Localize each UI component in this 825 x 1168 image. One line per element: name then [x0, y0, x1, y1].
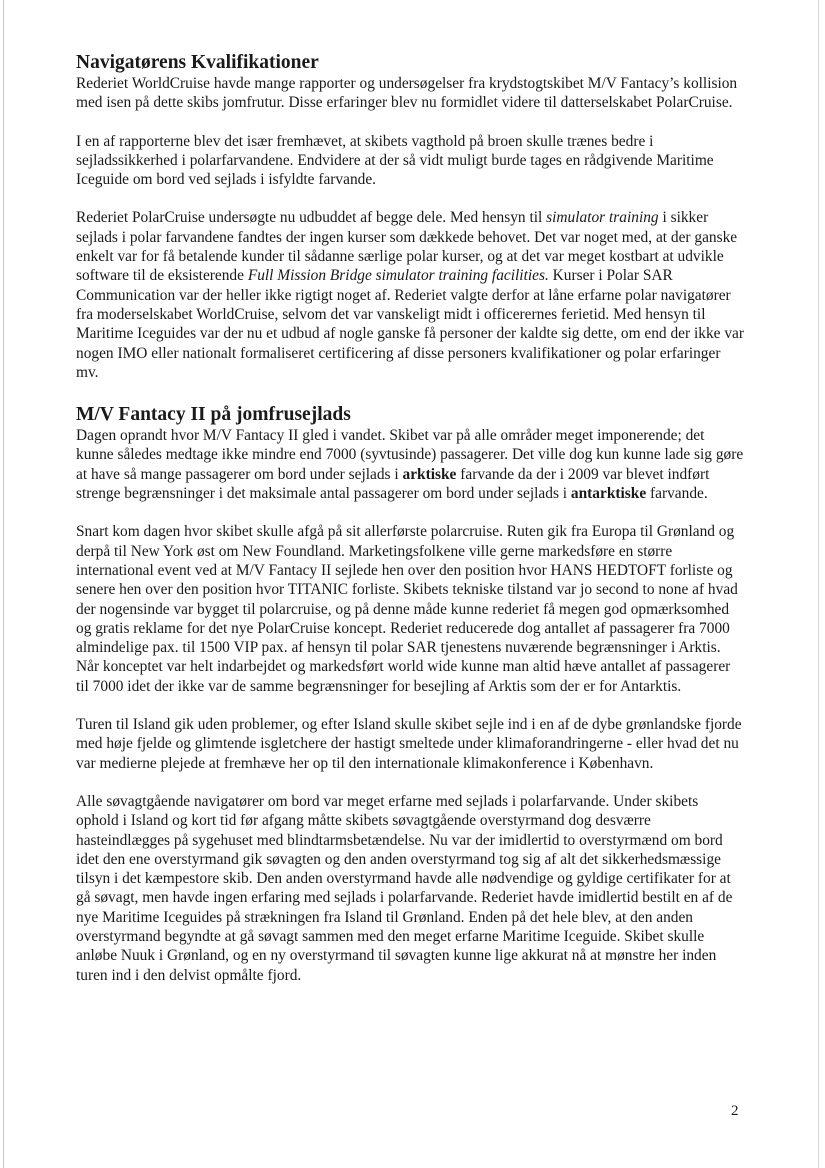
italic-text: simulator training	[546, 209, 659, 227]
text-run: Rederiet WorldCruise havde mange rapporter og undersøgelser fra krydstogtskibet M/V Fantacy’s kollision med isen på dette skibs jomfrutur. Disse erfaringer blev nu formidlet videre til datterselskabet PolarCruise.	[76, 75, 738, 112]
text-run: i sikker sejlads i polar farvandene fandtes der ingen kurser som dækkede behovet. Det var noget med, at der ganske enkelt var for få betalende kunder til sådanne særlige polar kurser, og at det var meget kostbart at udvikle software til de eksisterende	[76, 209, 738, 285]
text-run: I en af rapporterne blev det især fremhævet, at skibets vagthold på broen skulle trænes bedre i sejladssikkerhed i polarfarvandene. Endvidere at der så vidt muligt burde tages en rådgivende Maritime Iceguide om bord ved sejlads i isfyldte farvande.	[76, 132, 714, 189]
paragraph	[76, 522, 744, 696]
text-run: Alle søvagtgående navigatører om bord var meget erfarne med sejlads i polarfarvande. Under skibets ophold i Island og kort tid før afgang måtte skibets søvagtgående overstyrmand dog desværre hasteindlægges på sygehuset med blindtarmsbetændelse. Nu var der imidlertid to overstyrmænd om bord idet den ene overstyrmand gik søvagten og den anden overstyrmand tog sig af alt det sikkerhedsmæssige tilsyn i det kæmpestore skib. Den anden overstyrmand havde alle nødvendige og gyldige certifikater for at gå søvagt, men havde ingen erfaring med sejlads i polarfarvande. Rederiet havde imidlertid bestilt en af de nye Maritime Iceguides på strækningen fra Island til Grønland. Enden på det hele blev, at den anden overstyrmand begyndte at gå søvagt sammen med den meget erfarne Maritime Iceguide. Skibet skulle anløbe Nuuk i Grønland, og en ny overstyrmand til søvagten kunne lige akkurat nå at mønstre her inden turen ind i den delvist opmålte fjord.	[76, 792, 733, 984]
text-run: Kurser i Polar SAR Communication var der heller ikke rigtigt noget af. Rederiet valgte derfor at låne erfarne polar navigatører fra moderselskabet WorldCruise, selvom det var vanskeligt midt i officerernes ferietid. Med hensyn til Maritime Iceguides var der nu et udbud af nogle ganske få personer der kaldte sig dette, om end der ikke var nogen IMO eller nationalt formaliseret certificering af disse personers kvalifikationer og polar erfaringer mv.	[76, 267, 744, 381]
section-heading-maiden-voyage: M/V Fantacy II på jomfrusejlads	[76, 404, 351, 426]
scan-edge-right	[818, 0, 819, 1168]
page-number: 2	[731, 1103, 739, 1119]
paragraph	[76, 74, 744, 113]
bold-text: arktiske	[402, 465, 457, 483]
paragraph	[76, 792, 744, 985]
text-run: farvande.	[646, 485, 708, 503]
scan-edge-left	[3, 0, 4, 1168]
text-run: Snart kom dagen hvor skibet skulle afgå på sit allerførste polarcruise. Ruten gik fra Europa til Grønland og derpå til New York øst om New Foundland. Marketingsfolkene ville gerne markedsføre en større international event ved at M/V Fantacy II sejlede hen over den position hvor HANS HEDTOFT forliste og senere hen over den position hvor TITANIC forliste. Skibets tekniske tilstand var jo second to none af hvad der nogensinde var bygget til polarcruise, og på denne måde kunne rederiet få megen god opmærksomhed og gratis reklame for det nye PolarCruise koncept. Rederiet reducerede dog antallet af passagerer fra 7000 almindelige pax. til 1500 VIP pax. af hensyn til polar SAR tjenestens nuværende begrænsninger i Arktis. Når konceptet var helt indarbejdet og markedsført world wide kunne man altid hæve antallet af passagerer til 7000 idet der ikke var de samme begrænsninger for besejling af Arktis som der er for Antarktis.	[76, 523, 738, 695]
text-run: Dagen oprandt hvor M/V Fantacy II gled i vandet. Skibet var på alle områder meget imponerende; det kunne således medtage ikke mindre end 7000 (syvtusinde) passagerer. Det ville dog kun kunne lade sig gøre at have så mange passagerer om bord under sejlads i	[76, 427, 744, 483]
section-heading-qualifications: Navigatørens Kvalifikationer	[76, 52, 319, 73]
paragraph	[76, 208, 744, 382]
document-body	[76, 52, 744, 1004]
bold-text: antarktiske	[570, 485, 647, 503]
text-run: Turen til Island gik uden problemer, og efter Island skulle skibet sejle ind i en af de dybe grønlandske fjorde med høje fjelde og glimtende isgletchere der hastigt smeltede under klimaforandringerne - eller hvad det nu var medierne plejede at fremhæve her op til den internationale klimakonference i København.	[76, 716, 742, 772]
paragraph	[76, 715, 744, 773]
italic-text: Full Mission Bridge simulator training facilities.	[247, 267, 549, 285]
paragraph	[76, 132, 744, 190]
paragraph	[76, 426, 744, 503]
text-run: farvande da der i 2009 var blevet indført strenge begrænsninger i det maksimale antal passagerer om bord under sejlads i	[76, 465, 710, 503]
text-run: Rederiet PolarCruise undersøgte nu udbuddet af begge dele. Med hensyn til	[76, 209, 547, 227]
